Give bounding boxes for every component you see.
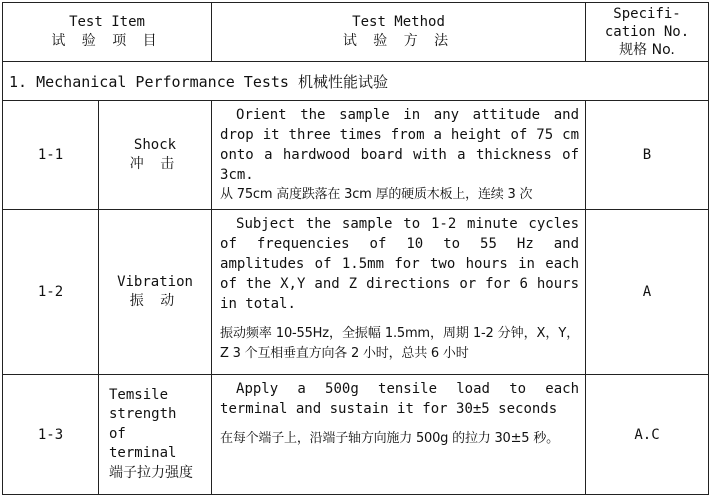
header-spec-no xyxy=(586,3,709,62)
test-item-zh: 冲 击 xyxy=(129,156,181,172)
test-method-en: Subject the sample to 1-2 minute cycles of frequencies of 10 to 55 Hz and amplitudes of 1.5mm for two hours in each of the X,Y and Z directions or for 6 hours in total. xyxy=(220,216,580,312)
test-spec-table xyxy=(2,2,709,495)
header-test-item-zh: 试 验 项 目 xyxy=(51,33,163,49)
spec-no-cell: A.C xyxy=(586,375,709,495)
test-item-en-line: strength xyxy=(109,406,177,423)
header-spec-line1: Specifi- xyxy=(613,6,681,22)
test-method-zh: 在每个端子上，沿端子轴方向施力 500g 的拉力 30±5 秒。 xyxy=(220,431,559,446)
test-item-cell xyxy=(99,375,212,495)
test-method-cell xyxy=(212,210,586,375)
test-method-zh: 振动频率 10-55Hz，全振幅 1.5mm，周期 1-2 分钟，X，Y，Z 3 个互相垂直方向各 2 小时，总共 6 小时 xyxy=(220,326,580,361)
section-row xyxy=(3,62,709,101)
header-test-method xyxy=(212,3,586,62)
test-item-en-line: of xyxy=(109,425,126,442)
test-item-cell xyxy=(99,101,212,210)
row-number: 1-2 xyxy=(3,210,99,375)
row-number: 1-3 xyxy=(3,375,99,495)
table-row xyxy=(3,101,709,210)
test-method-en: Orient the sample in any attitude and drop it three times from a height of 75 cm onto a hardwood board with a thickness of 3cm. xyxy=(220,107,580,183)
header-row xyxy=(3,3,709,62)
section-title-zh: 机械性能试验 xyxy=(298,72,389,91)
test-item-en: Vibration xyxy=(117,274,193,290)
test-item-en-line: terminal xyxy=(109,445,177,462)
section-title-en: 1. Mechanical Performance Tests xyxy=(9,72,289,91)
header-test-item-en: Test Item xyxy=(69,14,145,30)
test-method-en: Apply a 500g tensile load to each terminal and sustain it for 30±5 seconds xyxy=(220,381,580,417)
table-row xyxy=(3,375,709,495)
test-item-zh: 端子拉力强度 xyxy=(109,464,193,481)
table-row xyxy=(3,210,709,375)
test-item-cell xyxy=(99,210,212,375)
row-number: 1-1 xyxy=(3,101,99,210)
header-test-item xyxy=(3,3,212,62)
header-test-method-en: Test Method xyxy=(352,14,445,30)
test-method-zh: 从 75cm 高度跌落在 3cm 厚的硬质木板上，连续 3 次 xyxy=(220,187,533,202)
spec-no-cell: B xyxy=(586,101,709,210)
test-method-cell xyxy=(212,375,586,495)
header-test-method-zh: 试 验 方 法 xyxy=(342,33,455,49)
header-spec-line3: 规格 No. xyxy=(619,42,675,58)
test-item-en: Shock xyxy=(133,137,177,153)
spec-no-cell: A xyxy=(586,210,709,375)
test-item-en-line: Temsile xyxy=(109,386,169,403)
section-title xyxy=(3,62,709,101)
header-spec-line2: cation No. xyxy=(604,24,690,40)
test-method-cell xyxy=(212,101,586,210)
test-item-zh: 振 动 xyxy=(129,293,181,309)
